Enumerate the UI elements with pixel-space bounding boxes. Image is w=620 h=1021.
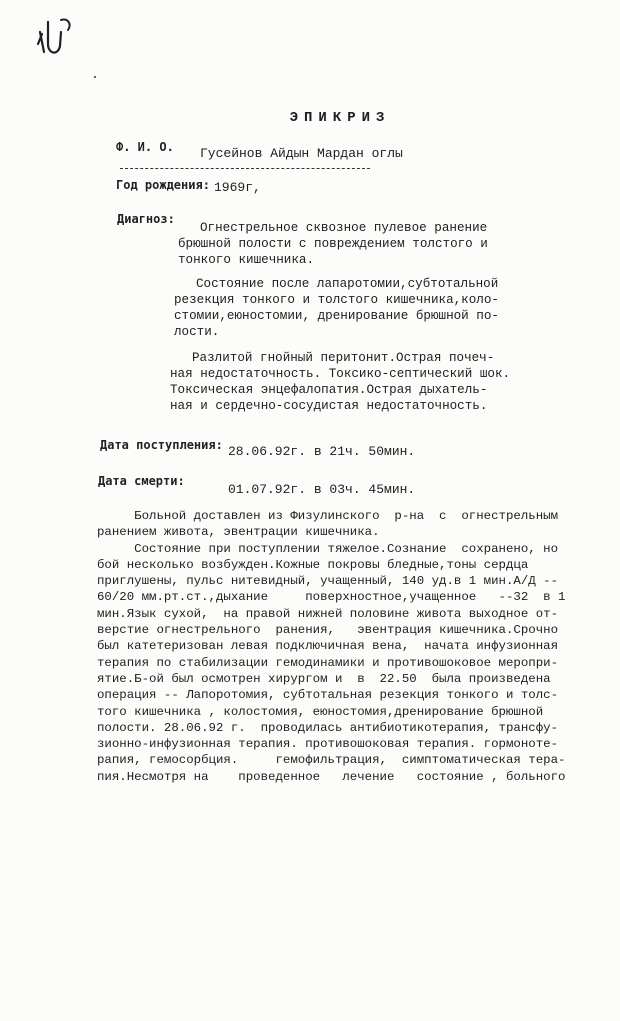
handwritten-mark-icon [34, 14, 104, 84]
clinical-course-text [97, 508, 566, 785]
diagnosis-line: резекция тонкого и толстого кишечника,коло- [174, 293, 499, 307]
diagnosis-line: Токсическая энцефалопатия.Острая дыхатель- [170, 383, 488, 397]
speck [94, 76, 96, 78]
death-label: Дата смерти: [98, 474, 185, 488]
body-line: ранением живота, эвентрации кишечника. [97, 525, 380, 540]
diagnosis-line: ная недостаточность. Токсико-септический шок. [170, 367, 511, 381]
death-value: 01.07.92г. в 03ч. 45мин. [228, 482, 416, 497]
fio-value: Гусейнов Айдын Мардан оглы [200, 146, 403, 161]
body-line: бой несколько возбужден.Кожные покровы бледные,тоны сердца [97, 557, 529, 572]
body-line: 60/20 мм.рт.ст.,дыхание поверхностное,учащенное --32 в 1 [97, 590, 566, 605]
body-line: операция -- Лапоротомия, субтотальная резекция тонкого и толс- [97, 688, 559, 703]
fio-label: Ф. И. О. [116, 140, 174, 154]
document-title: ЭПИКРИЗ [289, 110, 391, 126]
body-line: полости. 28.06.92 г. проводилась антибиотикотерапия, трансфу- [97, 720, 559, 735]
diagnosis-line: ная и сердечно-сосудистая недостаточность. [170, 399, 488, 413]
diagnosis-line: стомии,еюностомии, дренирование брюшной по- [174, 309, 499, 323]
diagnosis-line: Разлитой гнойный перитонит.Острая почеч- [192, 351, 495, 365]
diagnosis-line: брюшной полости с повреждением толстого и [178, 237, 488, 251]
body-line: того кишечника , колостомия, еюностомия,дренирование брюшной [97, 704, 544, 719]
body-line: верстие огнестрельного ранения, эвентрация кишечника.Срочно [97, 623, 559, 638]
body-line: Состояние при поступлении тяжелое.Сознание сохранено, но [97, 541, 559, 556]
body-line: мин.Язык сухой, на правой нижней половине живота выходное от- [97, 606, 559, 621]
body-line: пия.Несмотря на проведенное лечение состояние , больного [97, 769, 566, 784]
admission-label: Дата поступления: [100, 438, 223, 452]
body-line: Больной доставлен из Физулинского р-на с огнестрельным [97, 509, 559, 523]
diagnosis-line: Огнестрельное сквозное пулевое ранение [200, 221, 488, 235]
fio-underline [120, 168, 370, 169]
diagnosis-label: Диагноз: [117, 212, 175, 226]
diagnosis-line: лости. [174, 325, 220, 339]
body-line: был катетеризован левая подключичная вена, начата инфузионная [97, 639, 559, 654]
diagnosis-line: Состояние после лапаротомии,субтотальной [196, 277, 499, 291]
body-line: ятие.Б-ой был осмотрен хирургом и в 22.50 была произведена [97, 671, 551, 686]
admission-value: 28.06.92г. в 21ч. 50мин. [228, 444, 416, 459]
diagnosis-paragraph-3 [170, 350, 510, 414]
body-line: приглушены, пульс нитевидный, учащенный, 140 уд.в 1 мин.А/Д -- [97, 574, 559, 589]
diagnosis-line: тонкого кишечника. [178, 253, 315, 267]
body-line: терапия по стабилизации гемодинамики и противошоковое меропри- [97, 655, 559, 670]
body-line: зионно-инфузионная терапия. противошоковая терапия. гормоноте- [97, 737, 559, 752]
diagnosis-paragraph-2 [174, 276, 499, 340]
birth-value: 1969г, [214, 180, 261, 195]
diagnosis-paragraph-1 [178, 220, 488, 268]
birth-label: Год рождения: [116, 178, 210, 192]
body-line: рапия, гемосорбция. гемофильтрация, симптоматическая тера- [97, 753, 566, 768]
